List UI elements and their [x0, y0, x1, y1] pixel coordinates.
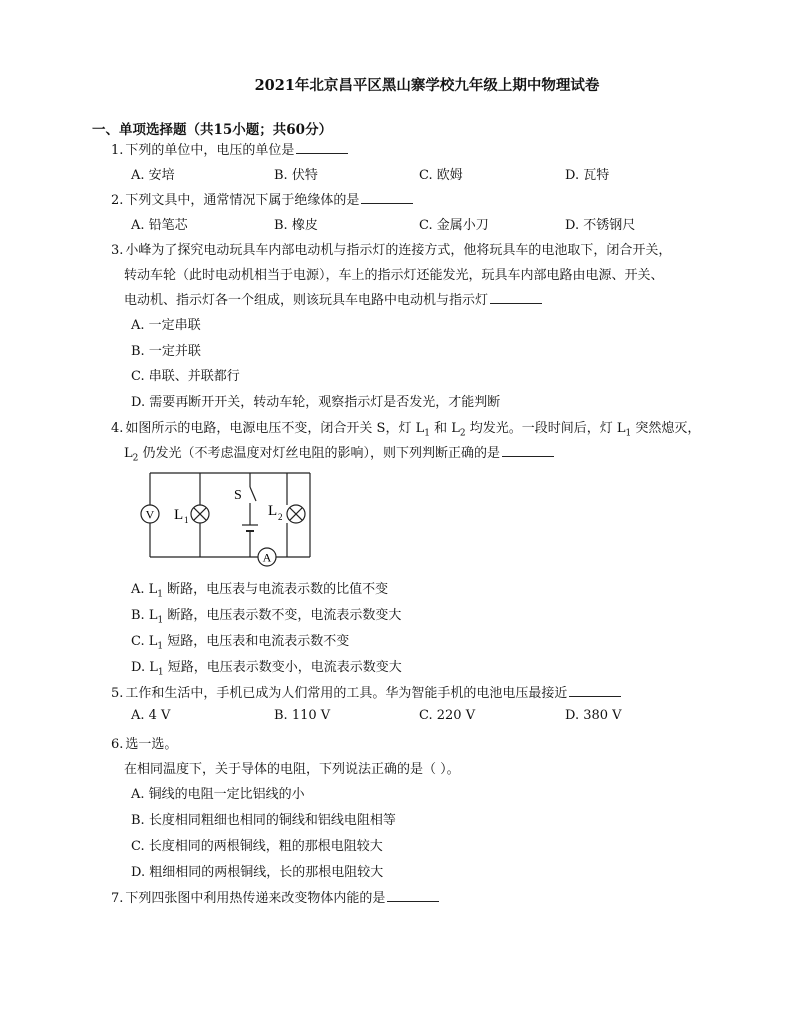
- subscript: 1: [157, 667, 164, 678]
- answer-blank: [490, 291, 542, 304]
- option-c: C. 串联、并联都行: [131, 369, 240, 384]
- question-number: 1.: [111, 143, 124, 158]
- question-2: [111, 188, 413, 213]
- subscript: 1: [157, 641, 164, 652]
- page-title: 2021年北京昌平区黑山寨学校九年级上期中物理试卷: [254, 77, 600, 94]
- subscript: 1: [157, 615, 164, 626]
- question-text-part: 突然熄灭，: [631, 421, 701, 436]
- option-d: D. 不锈钢尺: [565, 218, 636, 233]
- question-text-line-1: 小峰为了探究电动玩具车内部电动机与指示灯的连接方式，他将玩具车的电池取下，闭合开关，: [125, 243, 672, 258]
- question-text-part: 如图所示的电路，电源电压不变，闭合开关 S，灯 L: [125, 421, 425, 436]
- option-d: [131, 656, 402, 678]
- question-text: 选一选。: [125, 737, 178, 752]
- question-text-part: 和 L: [429, 421, 460, 436]
- question-number: 2.: [111, 193, 124, 208]
- options-row-q2: [131, 214, 691, 236]
- switch-label: S: [234, 488, 242, 503]
- option-b: B. 一定并联: [131, 344, 201, 359]
- lamp-l1-subscript: 1: [184, 515, 189, 525]
- option-a: A. 一定串联: [131, 318, 201, 333]
- options-row-q5: [131, 708, 691, 730]
- option-text: 短路，电压表和电流表示数不变: [163, 634, 350, 649]
- question-number: 7.: [111, 891, 124, 906]
- answer-blank: [387, 889, 439, 902]
- voltmeter-icon: [141, 505, 159, 523]
- question-number: 4.: [111, 421, 124, 436]
- option-text: D. L: [131, 660, 158, 675]
- question-3: [111, 238, 671, 263]
- lamp-l1-icon: [191, 505, 209, 523]
- option-c: C. 220 V: [419, 708, 476, 723]
- question-1: [111, 138, 348, 163]
- question-text: 下列文具中，通常情况下属于绝缘体的是: [125, 193, 360, 208]
- option-text: 短路，电压表示数变小，电流表示数变大: [163, 660, 402, 675]
- answer-blank: [296, 141, 348, 154]
- lamp-l2-icon: [287, 505, 305, 523]
- circuit-diagram: [132, 467, 332, 572]
- question-text: 下列的单位中，电压的单位是: [125, 143, 295, 158]
- question-text-part: L: [124, 446, 133, 461]
- option-text: A. L: [131, 582, 158, 597]
- option-c: [131, 630, 349, 652]
- question-3-line-3: [124, 288, 542, 313]
- question-number: 3.: [111, 243, 124, 258]
- option-text: C. L: [131, 634, 158, 649]
- subscript: 1: [424, 428, 430, 439]
- lamp-l2-label: L: [268, 503, 278, 519]
- section-heading: 一、单项选择题（共15小题；共60分）: [92, 122, 333, 138]
- option-text: B. L: [131, 608, 158, 623]
- option-d: D. 需要再断开开关，转动车轮，观察指示灯是否发光，才能判断: [131, 395, 501, 410]
- options-row-q1: [131, 164, 691, 186]
- question-6: [111, 732, 177, 757]
- option-c: C. 欧姆: [419, 168, 463, 183]
- option-d: D. 380 V: [565, 708, 622, 723]
- subscript: 1: [625, 428, 632, 439]
- question-text-line-3: 电动机、指示灯各一个组成，则该玩具车电路中电动机与指示灯: [124, 293, 489, 308]
- option-c: C. 长度相同的两根铜线，粗的那根电阻较大: [131, 839, 383, 854]
- answer-blank: [569, 684, 621, 697]
- question-7: [111, 886, 439, 911]
- option-text: 断路，电压表示数不变，电流表示数变大: [163, 608, 402, 623]
- question-number: 5.: [111, 686, 124, 701]
- ammeter-label: A: [262, 550, 272, 565]
- voltmeter-label: V: [145, 507, 155, 522]
- option-b: B. 橡皮: [274, 218, 318, 233]
- subscript: 2: [132, 453, 139, 464]
- option-b: [131, 604, 401, 626]
- option-text: 断路，电压表与电流表示数的比值不变: [163, 582, 389, 597]
- answer-blank: [361, 191, 413, 204]
- question-text-part: 仍发光（不考虑温度对灯丝电阻的影响），则下列判断正确的是: [138, 446, 501, 461]
- option-b: B. 伏特: [274, 168, 318, 183]
- option-a: A. 铜线的电阻一定比铝线的小: [131, 787, 305, 802]
- option-a: A. 安培: [131, 168, 175, 183]
- option-b: B. 110 V: [274, 708, 331, 723]
- ammeter-icon: [258, 548, 276, 566]
- lamp-l2-subscript: 2: [278, 512, 283, 522]
- option-d: D. 瓦特: [565, 168, 610, 183]
- question-5: [111, 681, 621, 706]
- question-6-stem: 在相同温度下，关于导体的电阻，下列说法正确的是（ ）。: [124, 762, 460, 777]
- option-d: D. 粗细相同的两根铜线，长的那根电阻较大: [131, 865, 384, 880]
- subscript: 2: [459, 428, 466, 439]
- option-b: B. 长度相同粗细也相同的铜线和铝线电阻相等: [131, 813, 396, 828]
- question-number: 6.: [111, 737, 124, 752]
- answer-blank: [502, 444, 554, 457]
- question-3-line-2: 转动车轮（此时电动机相当于电源），车上的指示灯还能发光，玩具车内部电路由电源、开关、: [124, 268, 664, 283]
- question-text: 工作和生活中，手机已成为人们常用的工具。华为智能手机的电池电压最接近: [125, 686, 568, 701]
- lamp-l1-label: L: [174, 507, 184, 523]
- question-text-part: 均发光。一段时间后，灯 L: [465, 421, 626, 436]
- subscript: 1: [157, 589, 164, 600]
- question-text: 下列四张图中利用热传递来改变物体内能的是: [125, 891, 386, 906]
- option-a: [131, 578, 388, 600]
- option-c: C. 金属小刀: [419, 218, 489, 233]
- option-a: A. 铅笔芯: [131, 218, 188, 233]
- option-a: A. 4 V: [131, 708, 171, 723]
